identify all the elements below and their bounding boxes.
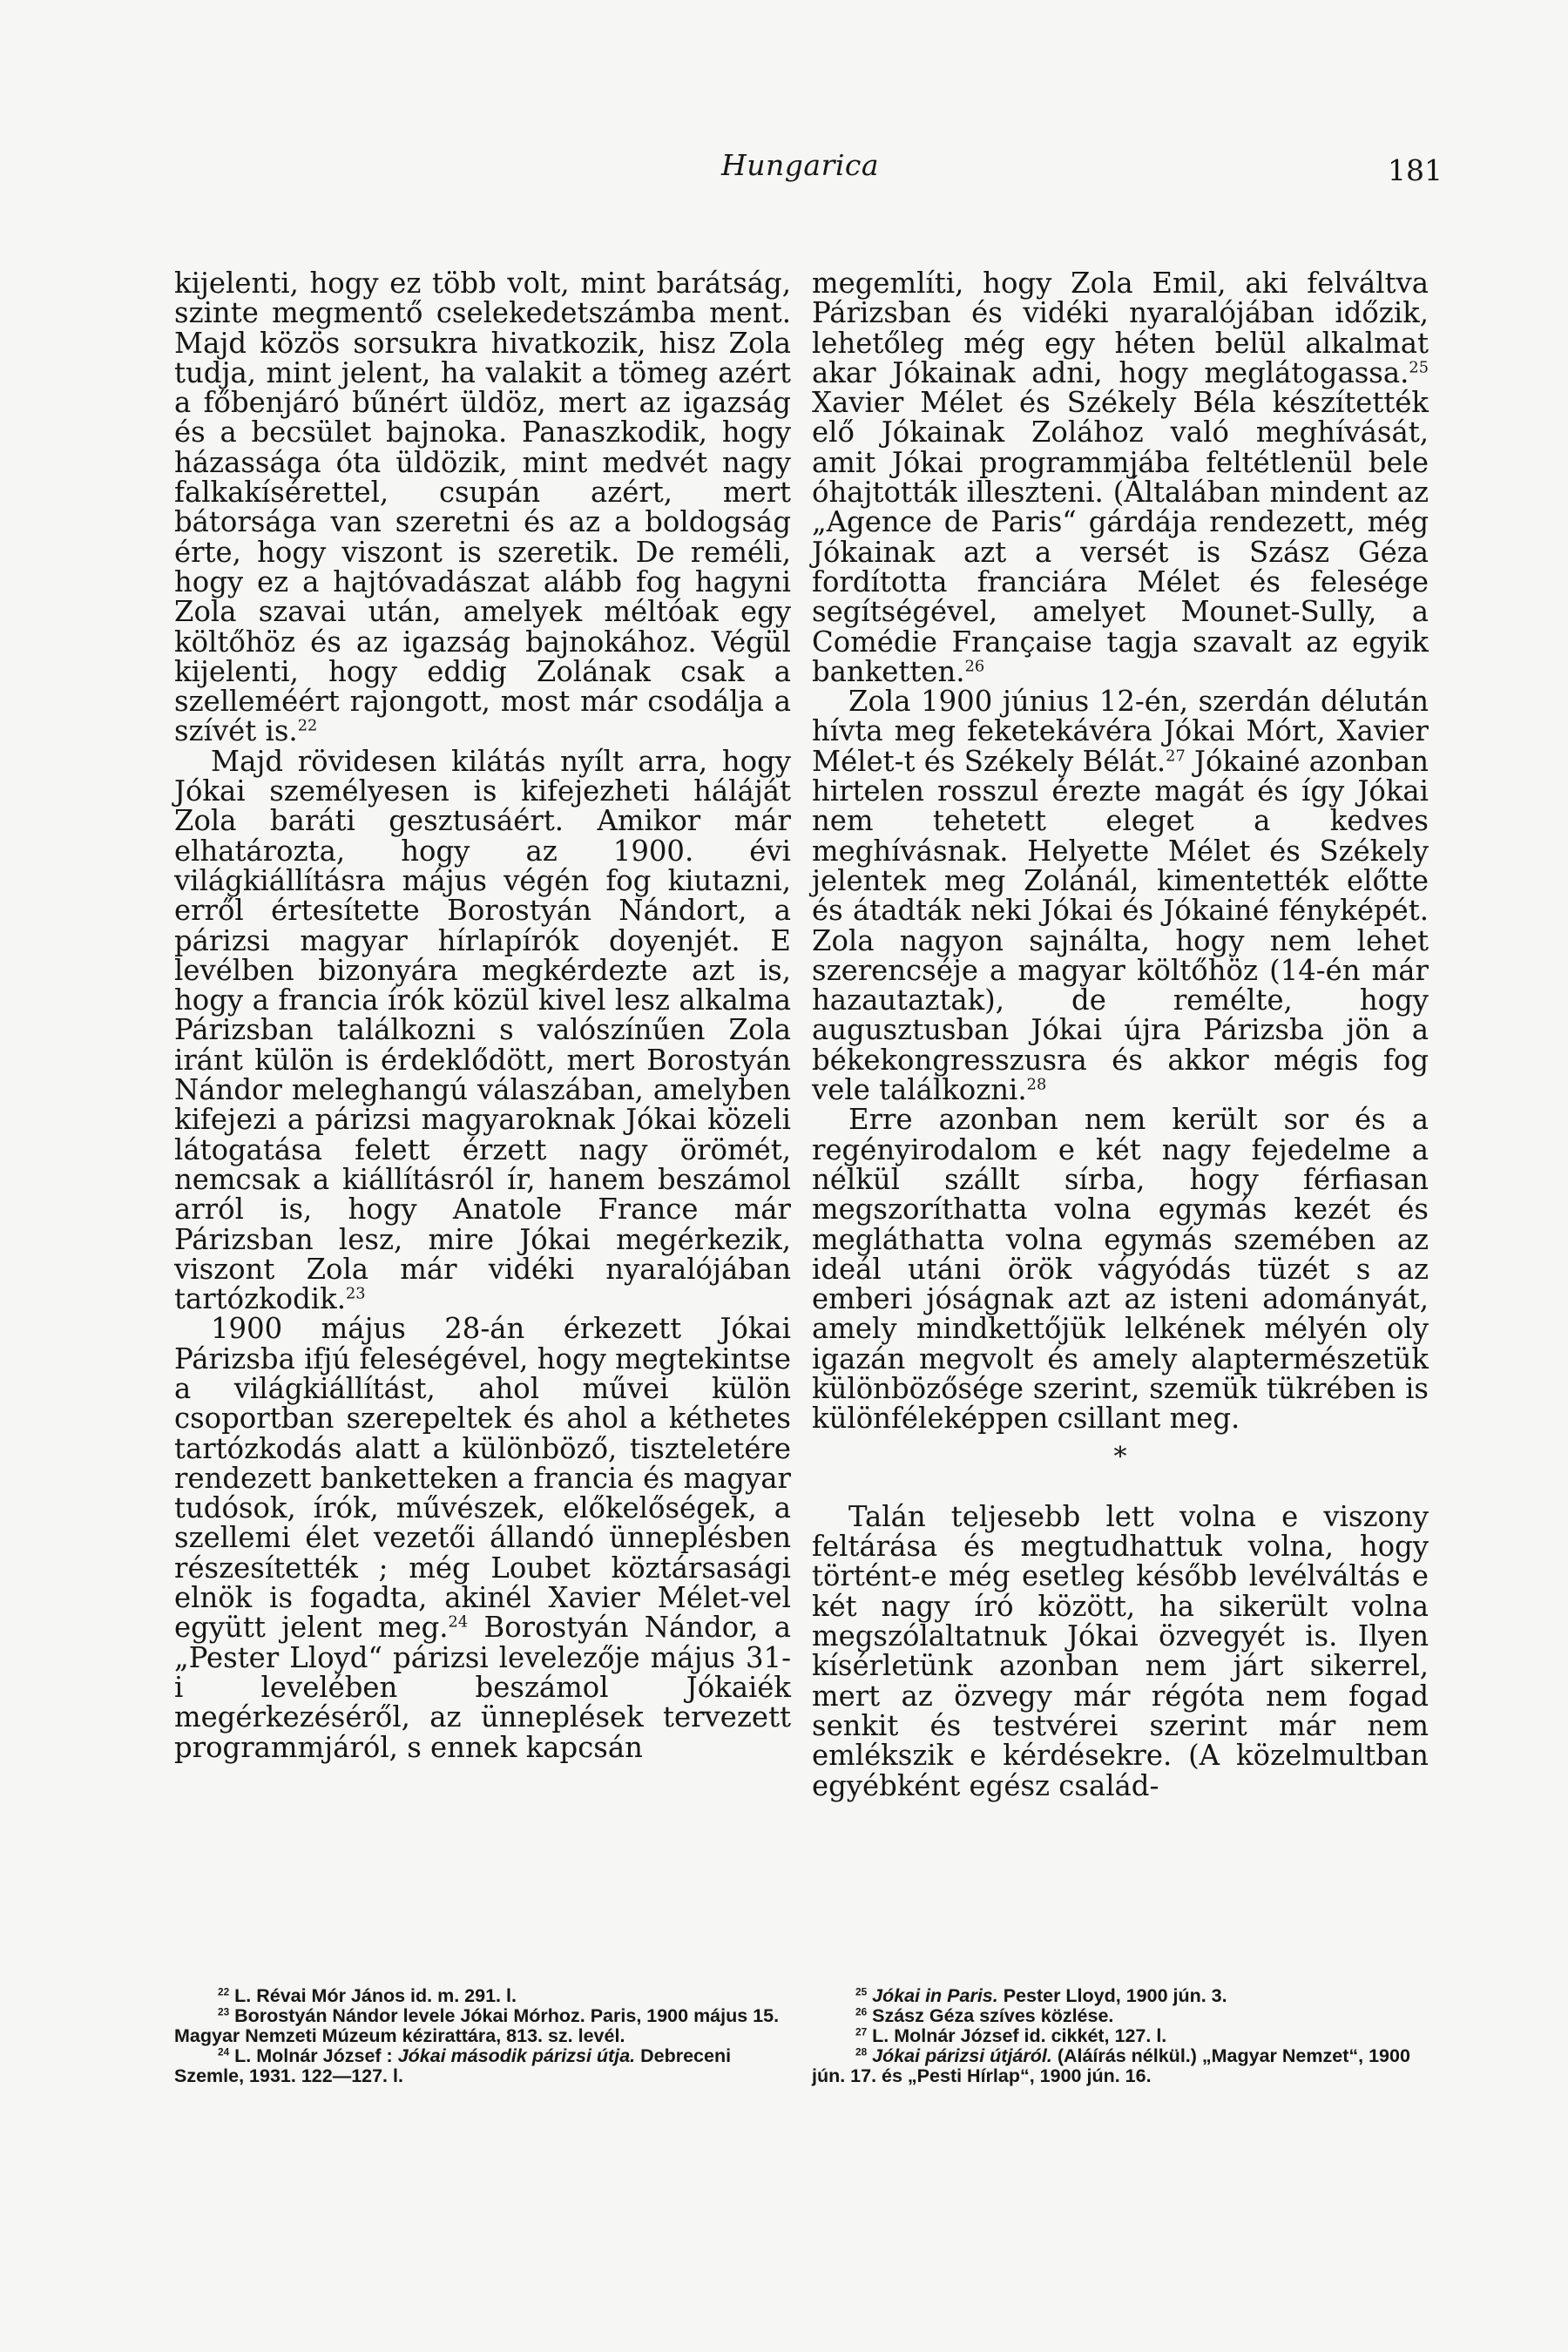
left-text-column bbox=[174, 268, 791, 1762]
footnote: $^{23}$ Borostyán Nándor levele Jókai Mórhoz. Paris, 1900 május 15. Magyar Nemzeti Múzeum kézirattára, 813. sz. levél. bbox=[174, 2005, 780, 2046]
page-number: 181 bbox=[1388, 153, 1443, 187]
paragraph: megemlíti, hogy Zola Emil, aki felváltva Párizsban és vidéki nyaralójában időzik, lehetőleg még egy héten belül alkalmat akar Jókainak adni, hogy meglátogassa.$^{25}$ Xavier Mélet és Székely Béla készítették elő Jókainak Zolához való meghívását, amit Jókai programmjába feltétlenül bele óhajtották illeszteni. (Általában mindent az „Agence de Paris“ gárdája rendezett, még Jókainak azt a versét is Szász Géza fordította franciára Mélet és felesége segítségével, amelyet Mounet-Sully, a Comédie Française tagja szavalt az egyik banketten.$^{26}$ bbox=[812, 267, 1429, 688]
paragraph: Zola 1900 június 12-én, szerdán délután hívta meg feketekávéra Jókai Mórt, Xavier Mélet-t és Székely Bélát.$^{27}$ Jókainé azonban hirtelen rosszul érezte magát és így Jókai nem tehetett eleget a kedves meghívásnak. Helyette Mélet és Székely jelentek meg Zolánál, kimentették előtte és átadták neki Jókai és Jókainé fényképét. Zola nagyon sajnálta, hogy nem lehet szerencséje a magyar költőhöz (14-én már hazautaztak), de remélte, hogy augusztusban Jókai újra Párizsba jön a békekongresszusra és akkor mégis fog vele találkozni.$^{28}$ bbox=[812, 685, 1429, 1107]
footnote-ref: 23 bbox=[345, 1285, 366, 1303]
footnote: $^{28}$ Jókai párizsi útjáról. (Aláírás nélkül.) „Magyar Nemzet“, 1900 jún. 17. és „Pesti Hírlap“, 1900 jún. 16. bbox=[812, 2045, 1410, 2086]
footnote-ref: 22 bbox=[297, 717, 318, 735]
running-header-title: Hungarica bbox=[721, 148, 880, 182]
footnote-ref: 24 bbox=[448, 1613, 469, 1632]
footnote: $^{22}$ L. Révai Mór János id. m. 291. l. bbox=[218, 1985, 517, 2006]
paragraph: Talán teljesebb lett volna e viszony feltárása és megtudhattuk volna, hogy történt-e még esetleg később levélváltás e két nagy író között, ha sikerült volna megszólaltatnuk Jókai özvegyét is. Ilyen kísérletünk azonban nem járt sikerrel, mert az özvegy már régóta nem fogad senkit és testvérei szerint már nem emlékszik e kérdésekre. (A közelmultban egyébként egész család- bbox=[812, 1499, 1429, 1802]
footnote: $^{26}$ Szász Géza szíves közlése. bbox=[855, 2005, 1114, 2026]
footnote: $^{27}$ L. Molnár József id. cikkét, 127. l. bbox=[855, 2025, 1167, 2046]
footnote-ref: 27 bbox=[1166, 747, 1186, 766]
footnotes-left bbox=[174, 1986, 791, 2086]
paragraph: 1900 május 28-án érkezett Jókai Párizsba ifjú feleségével, hogy megtekintse a világkiállítást, ahol művei külön csoportban szerepeltek és ahol a kéthetes tartózkodás alatt a különböző, tiszteletére rendezett banketteken a francia és magyar tudósok, írók, művészek, előkelőségek, a szellemi élet vezetői állandó ünneplésben részesítették ; még Loubet köztársasági elnök is fogadta, akinél Xavier Mélet-vel együtt jelent meg.$^{24}$ Borostyán Nándor, a „Pester Lloyd“ párizsi levelezője május 31-i levelében beszámol Jókaiék megérkezéséről, az ünneplések tervezett programmjáról, s ennek kapcsán bbox=[174, 1312, 791, 1764]
footnote: $^{25}$ Jókai in Paris. Pester Lloyd, 1900 jún. 3. bbox=[855, 1985, 1227, 2006]
paragraph: Erre azonban nem került sor és a regényirodalom e két nagy fejedelme a nélkül szállt sírba, hogy férfiasan megszoríthatta volna egymás kezét és megláthatta volna egymás szemében az ideál utáni örök vágyódás tüzét s az emberi jóságnak azt az isteni adományát, amely mindkettőjük lelkének mélyén oly igazán megvolt és amely alaptermészetük különbözősége szerint, szemük tükrében is különféleképpen csillant meg. bbox=[812, 1103, 1429, 1436]
footnote-ref: 26 bbox=[964, 658, 985, 676]
footnotes-right bbox=[812, 1986, 1429, 2086]
paragraph: Majd rövidesen kilátás nyílt arra, hogy Jókai személyesen is kifejezheti háláját Zola baráti gesztusáért. Amikor már elhatározta, hogy az 1900. évi világkiállításra május végén fog kiutazni, erről értesítette Borostyán Nándort, a párizsi magyar hírlapírók doyenjét. E levélben bizonyára megkérdezte azt is, hogy a francia írók közül kivel lesz alkalma Párizsban találkozni s valószínűen Zola iránt külön is érdeklődött, mert Borostyán Nándor meleghangú válaszában, amelyben kifejezi a párizsi magyaroknak Jókai közeli látogatása felett érzett nagy örömét, nemcsak a kiállításról ír, hanem beszámol arról is, hogy Anatole France már Párizsban lesz, mire Jókai megérkezik, viszont Zola már vidéki nyaralójában tartózkodik.$^{23}$ bbox=[174, 744, 791, 1316]
footnote-ref: 25 bbox=[1409, 359, 1429, 377]
right-text-column bbox=[812, 268, 1429, 1801]
section-separator: * bbox=[1113, 1441, 1127, 1472]
footnote-ref: 28 bbox=[1026, 1076, 1047, 1094]
footnote: $^{24}$ L. Molnár József : Jókai második párizsi útja. Debreceni Szemle, 1931. 122—127. l. bbox=[174, 2045, 732, 2086]
paragraph: kijelenti, hogy ez több volt, mint barátság, szinte megmentő cselekedetszámba ment. Majd közös sorsukra hivatkozik, hisz Zola tudja, mint jelent, ha valakit a tömeg azért a főbenjáró bűnért üldöz, mert az igazság és a becsület bajnoka. Panaszkodik, hogy házassága óta üldözik, mint medvét nagy falkakísérettel, csupán azért, mert bátorsága van szeretni és az a boldogság érte, hogy viszont is szeretik. De reméli, hogy ez a hajtóvadászat alább fog hagyni Zola szavai után, amelyek méltóak egy költőhöz és az igazság bajnokához. Végül kijelenti, hogy eddig Zolának csak a szelleméért rajongott, most már csodálja a szívét is.$^{22}$ bbox=[174, 267, 791, 748]
